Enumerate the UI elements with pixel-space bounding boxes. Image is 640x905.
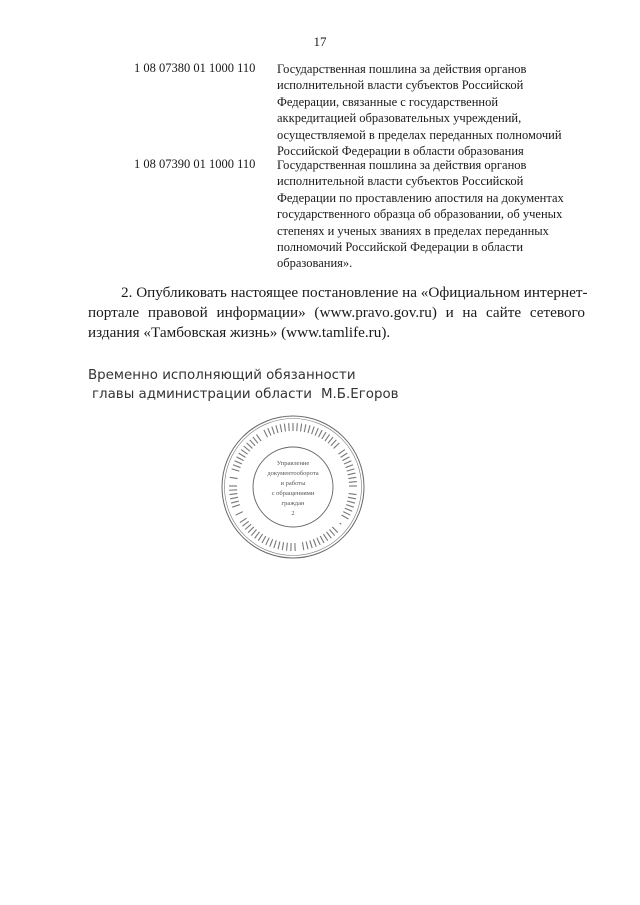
desc-line: Государственная пошлина за действия органов bbox=[277, 62, 527, 76]
stamp-letter-mark bbox=[240, 518, 247, 522]
stamp-inner-line: граждан bbox=[281, 500, 305, 507]
row-description bbox=[277, 157, 564, 272]
stamp-letter-mark bbox=[301, 424, 302, 432]
stamp-letter-mark bbox=[322, 432, 326, 439]
signatory-name: М.Б.Егоров bbox=[321, 387, 399, 402]
stamp-letter-mark bbox=[343, 512, 350, 516]
stamp-letter-mark bbox=[268, 428, 271, 435]
stamp-letter-mark bbox=[247, 443, 253, 449]
stamp-letter-mark bbox=[348, 477, 356, 478]
stamp-letter-mark bbox=[258, 534, 262, 541]
stamp-letter-mark bbox=[274, 540, 276, 548]
desc-line: осуществляемой в пределах переданных полномочий bbox=[277, 127, 562, 142]
stamp-inner-line: Управление bbox=[276, 460, 310, 467]
stamp-letter-mark bbox=[278, 541, 280, 549]
stamp-letter-mark bbox=[341, 453, 348, 457]
desc-line: Федерации, связанные с государственной bbox=[277, 94, 499, 109]
stamp-letter-mark bbox=[232, 469, 240, 471]
stamp-letter-mark bbox=[310, 540, 312, 548]
stamp-letter-mark bbox=[329, 529, 334, 535]
stamp-letter-mark bbox=[349, 494, 357, 495]
stamp-letter-mark bbox=[313, 539, 316, 546]
stamp-letter-mark bbox=[315, 428, 318, 435]
publication-paragraph bbox=[88, 283, 588, 343]
stamp-letter-mark bbox=[241, 450, 247, 455]
stamp-letter-mark bbox=[256, 434, 261, 441]
stamp-letter-mark bbox=[229, 494, 237, 495]
stamp-letter-mark bbox=[334, 443, 340, 449]
stamp-letter-mark bbox=[346, 505, 354, 508]
stamp-letter-mark bbox=[338, 450, 344, 455]
stamp-letter-mark bbox=[332, 527, 338, 533]
stamp-letter-mark bbox=[287, 543, 288, 551]
stamp-letter-mark bbox=[231, 501, 239, 503]
stamp-letter-mark bbox=[347, 501, 355, 503]
stamp-letter-mark bbox=[239, 453, 246, 457]
stamp-letter-mark bbox=[276, 425, 278, 433]
stamp-inner-line: с обращениями bbox=[271, 490, 315, 497]
stamp-letter-mark bbox=[345, 508, 352, 511]
row-code: 1 08 07380 01 1000 110 bbox=[134, 61, 256, 75]
stamp-letter-mark bbox=[245, 524, 251, 529]
stamp-letter-mark bbox=[255, 532, 260, 538]
stamp-letter-mark bbox=[230, 497, 238, 498]
desc-line: Российской Федерации в области образования bbox=[277, 144, 524, 159]
stamp-letter-mark bbox=[349, 482, 357, 483]
stamp-letter-mark bbox=[323, 534, 327, 541]
stamp-inner-line: документооборота bbox=[267, 470, 319, 477]
stamp-letter-mark bbox=[331, 440, 336, 446]
stamp-letter-mark bbox=[272, 427, 275, 435]
stamp-letter-mark bbox=[230, 477, 238, 478]
stamp-letter-mark bbox=[236, 512, 243, 516]
stamp-letter-mark bbox=[280, 424, 282, 432]
desc-line: исполнительной власти субъектов Российской bbox=[277, 174, 524, 189]
stamp-letter-mark bbox=[341, 515, 348, 519]
stamp-letter-mark bbox=[340, 523, 342, 524]
stamp-letter-mark bbox=[262, 536, 266, 543]
desc-line: Государственная пошлина за действия органов bbox=[277, 158, 527, 172]
desc-line: исполнительной власти субъектов Российской bbox=[277, 78, 524, 93]
stamp-letter-mark bbox=[233, 465, 241, 468]
stamp-letter-mark bbox=[306, 541, 308, 549]
desc-line: государственного образца об образовании, об ученых bbox=[277, 207, 563, 222]
paragraph-line: издания «Тамбовская жизнь» (www.tamlife.ru). bbox=[88, 324, 391, 341]
stamp-letter-mark bbox=[253, 437, 258, 443]
stamp-letter-mark bbox=[348, 497, 356, 498]
paragraph-line: портале правовой информации» (www.pravo.gov.ru) и на сайте сетевого bbox=[88, 304, 585, 321]
stamp-letter-mark bbox=[264, 430, 268, 437]
stamp-inner-line: 2 bbox=[291, 510, 295, 517]
stamp-letter-mark bbox=[302, 542, 303, 550]
stamp-letter-mark bbox=[325, 434, 330, 441]
stamp-letter-mark bbox=[248, 527, 254, 533]
stamp-letter-mark bbox=[327, 532, 332, 538]
stamp-letter-mark bbox=[235, 461, 242, 464]
stamp-inner-line: и работы bbox=[280, 480, 306, 487]
stamp-letter-mark bbox=[317, 538, 320, 545]
stamp-letter-mark bbox=[232, 505, 240, 508]
stamp-letter-mark bbox=[320, 536, 324, 543]
stamp-letter-mark bbox=[282, 542, 283, 550]
stamp-letter-mark bbox=[342, 457, 349, 461]
stamp-letter-mark bbox=[348, 473, 356, 475]
paragraph-line: 2. Опубликовать настоящее постановление на «Официальном интернет- bbox=[121, 284, 588, 301]
stamp-letter-mark bbox=[289, 423, 290, 431]
official-stamp bbox=[218, 412, 368, 562]
stamp-letter-mark bbox=[344, 461, 351, 464]
stamp-letter-mark bbox=[270, 539, 273, 546]
signatory-title-line2: главы администрации области bbox=[92, 387, 312, 402]
signatory-title-line1: Временно исполняющий обязанности bbox=[88, 368, 356, 383]
row-code: 1 08 07390 01 1000 110 bbox=[134, 157, 256, 171]
stamp-letter-mark bbox=[297, 423, 298, 431]
stamp-letter-mark bbox=[242, 521, 248, 526]
stamp-letter-mark bbox=[347, 469, 355, 471]
stamp-letter-mark bbox=[250, 440, 255, 446]
page-number: 17 bbox=[313, 34, 327, 49]
desc-line: степенях и ученых званиях в пределах переданных bbox=[277, 223, 549, 238]
stamp-letter-mark bbox=[312, 427, 315, 435]
stamp-letter-mark bbox=[304, 424, 306, 432]
desc-line: полномочий Российской Федерации в области bbox=[277, 240, 524, 255]
stamp-letter-mark bbox=[237, 457, 244, 461]
stamp-letter-mark bbox=[346, 465, 354, 468]
stamp-letter-mark bbox=[244, 446, 250, 451]
desc-line: аккредитацией образовательных учреждений, bbox=[277, 111, 522, 126]
stamp-letter-mark bbox=[308, 425, 310, 433]
stamp-letter-mark bbox=[284, 424, 285, 432]
stamp-letter-mark bbox=[328, 437, 333, 443]
desc-line: образования». bbox=[277, 256, 353, 271]
stamp-letter-mark bbox=[319, 430, 323, 437]
stamp-letter-mark bbox=[266, 538, 269, 545]
row-description bbox=[277, 61, 562, 159]
desc-line: Федерации по проставлению апостиля на документах bbox=[277, 190, 564, 205]
stamp-letter-mark bbox=[251, 529, 256, 535]
